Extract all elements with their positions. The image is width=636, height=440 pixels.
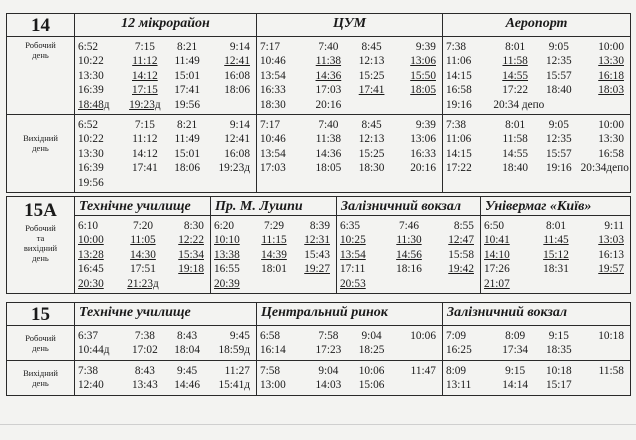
day-label-line: Робочий xyxy=(25,332,56,343)
departure-time: 11:12 xyxy=(132,133,158,146)
departure-time: 20:16 xyxy=(410,162,436,175)
departure-time: 13:06 xyxy=(410,133,436,146)
time-grid xyxy=(446,364,628,393)
departure-time: 8:45 xyxy=(361,41,382,53)
route-number: 15 xyxy=(7,303,75,326)
stop-name: Залізничний вокзал xyxy=(443,303,631,326)
departure-time: 10:18 xyxy=(545,364,572,377)
time-grid xyxy=(78,364,254,393)
time-cell xyxy=(257,37,443,115)
day-label-line: Вихідний xyxy=(23,367,58,378)
departure-time: 12:13 xyxy=(358,55,385,68)
departure-time: 16:39 xyxy=(78,84,104,97)
route-table xyxy=(6,13,631,193)
time-cell xyxy=(337,216,481,294)
time-cell xyxy=(481,216,631,294)
departure-time: 7:58 xyxy=(318,330,339,342)
departure-time: 11:45 xyxy=(543,234,569,247)
departure-time: 15:57 xyxy=(545,147,572,160)
departure-time: 16:25 xyxy=(446,344,472,357)
departure-time: 14:12 xyxy=(132,69,158,82)
departure-time: 18:31 xyxy=(543,263,569,276)
departure-time: 10:46 xyxy=(260,133,286,146)
time-cell xyxy=(257,115,443,193)
departure-time: 17:02 xyxy=(132,344,158,357)
departure-time: 17:11 xyxy=(340,263,366,276)
departure-time: 18:48д xyxy=(78,98,110,111)
stop-name: Технічне училище xyxy=(75,197,211,216)
time-grid xyxy=(484,219,628,291)
departure-time: 16:58 xyxy=(446,84,472,97)
departure-time: 16:33 xyxy=(260,84,286,97)
departure-time: 15:01 xyxy=(174,147,200,160)
departure-time: 15:34 xyxy=(178,248,204,261)
departure-time: 8:09 xyxy=(505,330,526,342)
day-label-line: день xyxy=(32,50,49,60)
time-grid xyxy=(260,364,440,393)
departure-time: 10:10 xyxy=(214,234,240,247)
departure-time: 11:06 xyxy=(446,55,472,68)
route-number-cell xyxy=(7,197,75,294)
route-number: 14 xyxy=(7,14,75,37)
departure-time: 17:41 xyxy=(358,84,385,97)
departure-time: 14:03 xyxy=(315,379,342,392)
time-cell xyxy=(443,115,631,193)
departure-time: 9:14 xyxy=(229,119,250,132)
departure-time: 17:26 xyxy=(484,263,510,276)
time-grid xyxy=(340,219,478,291)
departure-time: 7:40 xyxy=(318,41,339,53)
stop-name: 12 мікрорайон xyxy=(75,14,257,37)
route-table xyxy=(6,302,631,396)
stop-name: Залізничний вокзал xyxy=(337,197,481,216)
departure-time: 11:05 xyxy=(130,234,156,247)
departure-time: 18:04 xyxy=(174,344,200,357)
departure-time: 10:46 xyxy=(260,55,286,68)
departure-time: 9:05 xyxy=(548,41,569,53)
departure-time: 18:40 xyxy=(545,84,572,97)
departure-time: 14:14 xyxy=(502,379,529,392)
departure-time: 15:06 xyxy=(358,379,385,392)
departure-time: 8:01 xyxy=(505,41,526,53)
departure-time: 16:18 xyxy=(598,69,624,82)
departure-time: 9:45 xyxy=(177,364,198,377)
departure-time: 17:34 xyxy=(502,344,529,357)
time-grid xyxy=(446,40,628,112)
departure-time: 13:54 xyxy=(260,147,286,160)
departure-time: 21:07 xyxy=(484,277,510,290)
time-cell xyxy=(443,37,631,115)
departure-time: 10:41 xyxy=(484,234,510,247)
departure-time: 9:04 xyxy=(318,364,339,377)
departure-time: 9:15 xyxy=(548,330,569,342)
day-label xyxy=(7,360,75,395)
departure-time: 7:29 xyxy=(263,220,285,232)
departure-time: 18:59д xyxy=(218,344,250,357)
departure-time: 16:14 xyxy=(260,344,286,357)
departure-time: 10:06 xyxy=(410,330,436,342)
departure-time: 15:41д xyxy=(218,379,250,392)
time-grid xyxy=(260,118,440,176)
departure-time: 6:58 xyxy=(260,330,281,342)
departure-time: 13:38 xyxy=(214,248,240,261)
departure-time: 10:18 xyxy=(598,330,624,342)
departure-time: 11:47 xyxy=(410,364,436,377)
departure-time: 13:11 xyxy=(446,379,472,392)
departure-time: 7:15 xyxy=(134,119,155,132)
departure-time: 13:30 xyxy=(598,55,624,68)
departure-time: 9:14 xyxy=(229,41,250,53)
departure-time: 20:39 xyxy=(214,277,240,290)
departure-time: 18:35 xyxy=(545,344,572,357)
departure-time: 20:30 xyxy=(78,277,104,290)
departure-time: 13:06 xyxy=(410,55,436,68)
departure-time: 15:12 xyxy=(543,248,569,261)
departure-time: 14:36 xyxy=(315,147,342,160)
departure-time: 12:22 xyxy=(178,234,204,247)
departure-time: 18:03 xyxy=(598,84,624,97)
time-cell xyxy=(257,326,443,361)
departure-time: 19:23д xyxy=(129,98,161,111)
departure-time: 10:06 xyxy=(358,364,385,377)
departure-time: 19:18 xyxy=(178,263,204,276)
departure-time: 9:04 xyxy=(361,330,382,342)
departure-time: 16:08 xyxy=(224,147,250,160)
departure-time: 15:43 xyxy=(304,248,330,261)
stop-name: Пр. М. Лушпи xyxy=(211,197,337,216)
stop-name: Технічне училище xyxy=(75,303,257,326)
departure-time: 17:22 xyxy=(502,84,529,97)
departure-time: 7:38 xyxy=(446,41,467,53)
departure-time: 16:55 xyxy=(214,263,240,276)
departure-time: 13:54 xyxy=(340,248,366,261)
departure-time: 13:30 xyxy=(78,69,104,82)
departure-time: 19:56 xyxy=(78,176,104,189)
departure-time: 7:38 xyxy=(446,119,467,132)
day-label-line: день xyxy=(32,342,49,353)
departure-time: 8:01 xyxy=(545,220,567,232)
time-grid xyxy=(78,40,254,112)
day-label xyxy=(7,223,74,263)
departure-time: 7:38 xyxy=(78,364,99,377)
departure-time: 12:13 xyxy=(358,133,385,146)
day-label-line: Робочий xyxy=(25,40,56,50)
day-label-line: день xyxy=(32,377,49,388)
departure-time: 20:34депо xyxy=(580,162,629,175)
time-cell xyxy=(443,326,631,361)
departure-time: 15:01 xyxy=(174,69,200,82)
departure-time: 11:38 xyxy=(315,133,342,146)
route-table xyxy=(6,196,631,294)
departure-time: 12:35 xyxy=(545,133,572,146)
departure-time: 12:35 xyxy=(545,55,572,68)
departure-time: 18:25 xyxy=(358,344,385,357)
departure-time: 18:06 xyxy=(174,162,200,175)
departure-time: 15:50 xyxy=(410,69,436,82)
departure-time: 18:05 xyxy=(410,84,436,97)
departure-time: 11:15 xyxy=(261,234,287,247)
day-label xyxy=(7,37,75,115)
departure-time: 10:00 xyxy=(78,234,104,247)
time-grid xyxy=(260,40,440,112)
departure-time: 14:55 xyxy=(502,69,529,82)
departure-time: 10:22 xyxy=(78,133,104,146)
departure-time: 18:16 xyxy=(396,263,422,276)
departure-time: 6:10 xyxy=(78,220,99,232)
departure-time: 6:35 xyxy=(340,220,361,232)
time-cell xyxy=(75,326,257,361)
departure-time: 9:11 xyxy=(604,220,624,232)
departure-time: 15:17 xyxy=(545,379,572,392)
departure-time: 14:55 xyxy=(502,147,529,160)
departure-time: 19:57 xyxy=(598,263,624,276)
departure-time: 9:39 xyxy=(415,119,436,132)
departure-time: 8:09 xyxy=(446,364,467,377)
page-divider xyxy=(0,424,636,425)
departure-time: 11:49 xyxy=(174,133,200,146)
time-grid xyxy=(78,329,254,358)
departure-time: 6:52 xyxy=(78,119,99,132)
departure-time: 10:00 xyxy=(598,119,624,132)
departure-time: 18:30 xyxy=(260,98,286,111)
departure-time: 14:36 xyxy=(315,69,342,82)
departure-time: 19:16 xyxy=(545,162,572,175)
departure-time: 8:39 xyxy=(309,220,330,232)
departure-time: 18:30 xyxy=(358,162,385,175)
time-cell xyxy=(75,115,257,193)
departure-time: 13:30 xyxy=(598,133,624,146)
departure-time: 10:00 xyxy=(598,41,624,53)
departure-time: 6:20 xyxy=(214,220,235,232)
departure-time: 8:30 xyxy=(183,220,204,232)
departure-time: 12:41 xyxy=(224,133,250,146)
departure-time: 13:03 xyxy=(598,234,624,247)
day-label-line: та xyxy=(36,233,45,243)
departure-time: 8:55 xyxy=(453,220,474,232)
departure-time: 15:58 xyxy=(448,248,474,261)
departure-time: 16:39 xyxy=(78,162,104,175)
departure-time: 7:20 xyxy=(132,220,154,232)
departure-time: 9:39 xyxy=(415,41,436,53)
departure-time: 18:05 xyxy=(315,162,342,175)
departure-time: 17:03 xyxy=(315,84,342,97)
route-number: 15А xyxy=(24,200,57,221)
time-cell xyxy=(211,216,337,294)
time-cell xyxy=(257,360,443,395)
departure-time: 16:08 xyxy=(224,69,250,82)
departure-time: 17:15 xyxy=(132,84,158,97)
departure-time: 15:25 xyxy=(358,69,385,82)
departure-time: 7:17 xyxy=(260,119,281,132)
departure-time: 15:25 xyxy=(358,147,385,160)
time-cell xyxy=(75,37,257,115)
time-cell xyxy=(75,360,257,395)
stop-name: ЦУМ xyxy=(257,14,443,37)
departure-time: 7:40 xyxy=(318,119,339,132)
departure-time: 8:21 xyxy=(177,41,198,53)
departure-time: 12:47 xyxy=(448,234,474,247)
departure-time: 6:50 xyxy=(484,220,505,232)
departure-time: 17:03 xyxy=(260,162,286,175)
departure-time: 14:15 xyxy=(446,69,472,82)
departure-time: 18:06 xyxy=(224,84,250,97)
departure-time: 16:45 xyxy=(78,263,104,276)
departure-time: 11:58 xyxy=(502,133,528,146)
time-grid xyxy=(260,329,440,358)
day-label-line: Робочий xyxy=(25,223,56,233)
time-grid xyxy=(78,118,254,190)
time-cell xyxy=(75,216,211,294)
departure-time: 17:41 xyxy=(132,162,158,175)
time-grid xyxy=(446,329,628,358)
departure-time: 14:46 xyxy=(174,379,200,392)
departure-time: 6:37 xyxy=(78,330,99,342)
departure-time: 8:21 xyxy=(177,119,198,132)
departure-time: 20:16 xyxy=(315,98,342,111)
stop-name: Універмаг «Київ» xyxy=(481,197,631,216)
departure-time: 19:27 xyxy=(304,263,330,276)
departure-time: 7:17 xyxy=(260,41,281,53)
departure-time: 20:53 xyxy=(340,277,366,290)
departure-time: 21:23д xyxy=(127,277,159,290)
departure-time: 15:57 xyxy=(545,69,572,82)
time-grid xyxy=(78,219,208,291)
departure-time: 14:30 xyxy=(130,248,156,261)
departure-time: 11:30 xyxy=(396,234,422,247)
departure-time: 17:41 xyxy=(174,84,200,97)
departure-time: 7:09 xyxy=(446,330,467,342)
departure-time: 14:12 xyxy=(132,147,158,160)
departure-time: 9:15 xyxy=(505,364,526,377)
departure-time: 7:38 xyxy=(134,330,155,342)
departure-time: 12:41 xyxy=(224,55,250,68)
departure-time: 17:22 xyxy=(446,162,472,175)
stop-name: Центральний ринок xyxy=(257,303,443,326)
departure-time: 19:42 xyxy=(448,263,474,276)
departure-time: 9:45 xyxy=(229,330,250,342)
departure-time: 9:05 xyxy=(548,119,569,132)
departure-time: 13:30 xyxy=(78,147,104,160)
departure-time: 7:58 xyxy=(260,364,281,377)
departure-time: 6:52 xyxy=(78,41,99,53)
departure-time: 10:44д xyxy=(78,344,110,357)
day-label-line: Вихідний xyxy=(23,133,58,144)
departure-time: 14:15 xyxy=(446,147,472,160)
day-label xyxy=(7,115,75,193)
departure-time: 11:06 xyxy=(446,133,472,146)
departure-time: 14:39 xyxy=(261,248,287,261)
departure-time: 18:01 xyxy=(261,263,287,276)
departure-time: 10:25 xyxy=(340,234,366,247)
departure-time: 16:58 xyxy=(598,147,624,160)
departure-time: 18:40 xyxy=(502,162,529,175)
departure-time: 14:56 xyxy=(396,248,422,261)
departure-time: 17:51 xyxy=(130,263,156,276)
departure-time: 20:34 депо xyxy=(493,98,545,111)
departure-time: 14:10 xyxy=(484,248,510,261)
time-grid xyxy=(214,219,334,291)
departure-time: 16:33 xyxy=(410,147,436,160)
departure-time: 19:16 xyxy=(446,98,472,111)
departure-time: 8:43 xyxy=(134,364,155,377)
departure-time: 12:40 xyxy=(78,379,104,392)
day-label-line: день xyxy=(32,143,49,154)
departure-time: 13:28 xyxy=(78,248,104,261)
departure-time: 8:01 xyxy=(505,119,526,132)
departure-time: 8:43 xyxy=(177,330,198,342)
day-label-line: вихідний xyxy=(23,243,58,253)
departure-time: 11:12 xyxy=(132,55,158,68)
departure-time: 11:38 xyxy=(315,55,342,68)
departure-time: 10:22 xyxy=(78,55,104,68)
departure-time: 17:23 xyxy=(315,344,342,357)
departure-time: 12:31 xyxy=(304,234,330,247)
departure-time: 8:45 xyxy=(361,119,382,132)
departure-time: 13:43 xyxy=(132,379,158,392)
departure-time: 7:46 xyxy=(398,220,420,232)
departure-time: 11:27 xyxy=(224,364,250,377)
time-grid xyxy=(446,118,628,176)
departure-time: 11:58 xyxy=(598,364,624,377)
time-cell xyxy=(443,360,631,395)
departure-time: 13:00 xyxy=(260,379,286,392)
departure-time: 19:23д xyxy=(218,162,250,175)
day-label xyxy=(7,326,75,361)
departure-time: 7:15 xyxy=(134,41,155,53)
departure-time: 11:49 xyxy=(174,55,200,68)
departure-time: 11:58 xyxy=(502,55,528,68)
day-label-line: день xyxy=(32,253,49,263)
stop-name: Аеропорт xyxy=(443,14,631,37)
departure-time: 19:56 xyxy=(174,98,200,111)
departure-time: 13:54 xyxy=(260,69,286,82)
departure-time: 16:13 xyxy=(598,248,624,261)
